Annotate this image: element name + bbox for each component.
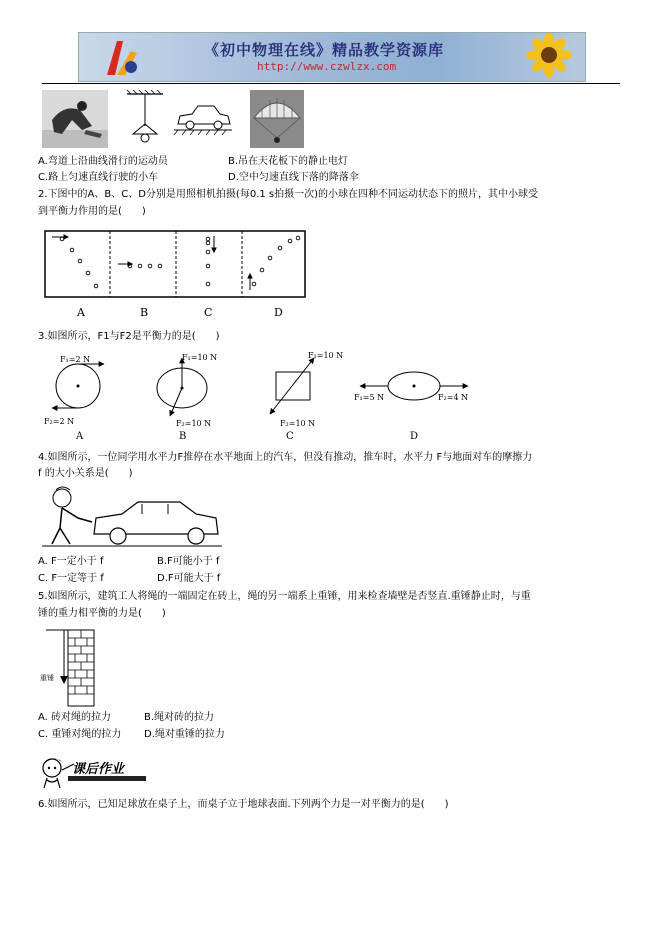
q3-c-f1: F₁=10 N (308, 351, 344, 360)
header-banner (78, 32, 586, 82)
q2-label-d: D (274, 306, 283, 319)
q5-stem-line1: 5.如图所示，建筑工人将绳的一端固定在砖上，绳的另一端系上重锤，用来检查墙壁是否竖直.重锤静止时，与重 (38, 591, 531, 602)
q4-stem-line2: f 的大小关系是( ) (38, 468, 133, 479)
q3-b-f2: F₂=10 N (176, 419, 212, 428)
car-figure (172, 100, 234, 136)
q4-option-c[interactable]: C. F一定等于 f (38, 573, 104, 584)
q3-label-c: C (286, 431, 294, 442)
banner-url[interactable]: http://www.czwlzx.com (257, 60, 397, 73)
q4-option-b[interactable]: B.F可能小于 f (157, 556, 220, 567)
q5-option-d[interactable]: D.绳对重锤的拉力 (144, 729, 225, 740)
homework-banner (38, 754, 150, 790)
q5-plumb-wall-figure (38, 626, 98, 708)
q3-c-f2: F₂=10 N (280, 419, 316, 428)
q4-push-car-figure (42, 484, 222, 550)
banner-title: 《初中物理在线》精品教学资源库 (204, 41, 445, 59)
q1-option-c[interactable]: C.路上匀速直线行驶的小车 (38, 172, 159, 183)
q2-label-a: A (77, 306, 85, 319)
q3-a-f1: F₁=2 N (60, 355, 91, 364)
q3-d-f1: F₁=5 N (354, 393, 385, 402)
q2-photo-strip (42, 228, 308, 322)
q2-stem-line1: 2.下图中的A、B、C、D分别是用照相机拍摄(每0.1 s拍摄一次)的小球在四种不同运动状态下的照片，其中小球受 (38, 189, 539, 200)
q4-option-a[interactable]: A. F一定小于 f (38, 556, 104, 567)
q1-option-a[interactable]: A.弯道上沿曲线滑行的运动员 (38, 156, 168, 167)
q3-stem: 3.如图所示，F1与F2是平衡力的是( ) (38, 331, 220, 342)
q3-b-f1: F₁=10 N (182, 353, 218, 362)
q1-option-d[interactable]: D.空中匀速直线下落的降落伞 (228, 172, 359, 183)
q3-label-a: A (76, 431, 84, 442)
homework-label: 课后作业 (72, 762, 125, 777)
q2-label-c: C (204, 306, 213, 319)
skater-photo (42, 90, 108, 148)
q4-stem-line1: 4.如图所示，一位同学用水平力F推停在水平地面上的汽车，但没有推动，推车时，水平力 F与地面对车的摩擦力 (38, 452, 533, 463)
site-logo-icon (101, 37, 141, 77)
q2-stem-line2: 到平衡力作用的是( ) (38, 206, 146, 217)
q6-stem: 6.如图所示，已知足球放在桌子上，而桌子立于地球表面.下列两个力是一对平衡力的是( ) (38, 799, 449, 810)
q5-option-b[interactable]: B.绳对砖的拉力 (144, 712, 215, 723)
sunflower-icon (519, 33, 585, 81)
q1-option-b[interactable]: B.吊在天花板下的静止电灯 (228, 156, 349, 167)
q3-force-diagrams (42, 346, 482, 442)
q5-plumb-label: 重锤 (40, 674, 54, 682)
header-rule (42, 83, 620, 84)
q4-option-d[interactable]: D.F可能大于 f (157, 573, 221, 584)
q3-label-d: D (410, 431, 419, 442)
q3-label-b: B (179, 431, 187, 442)
q5-option-c[interactable]: C. 重锤对绳的拉力 (38, 729, 122, 740)
q5-option-a[interactable]: A. 砖对绳的拉力 (38, 712, 112, 723)
q2-label-b: B (140, 306, 149, 319)
q5-stem-line2: 锤的重力相平衡的力是( ) (38, 608, 166, 619)
hanging-lamp-figure (125, 90, 165, 148)
parachute-photo (250, 90, 304, 148)
q3-d-f2: F₂=4 N (438, 393, 469, 402)
q3-a-f2: F₂=2 N (44, 417, 75, 426)
